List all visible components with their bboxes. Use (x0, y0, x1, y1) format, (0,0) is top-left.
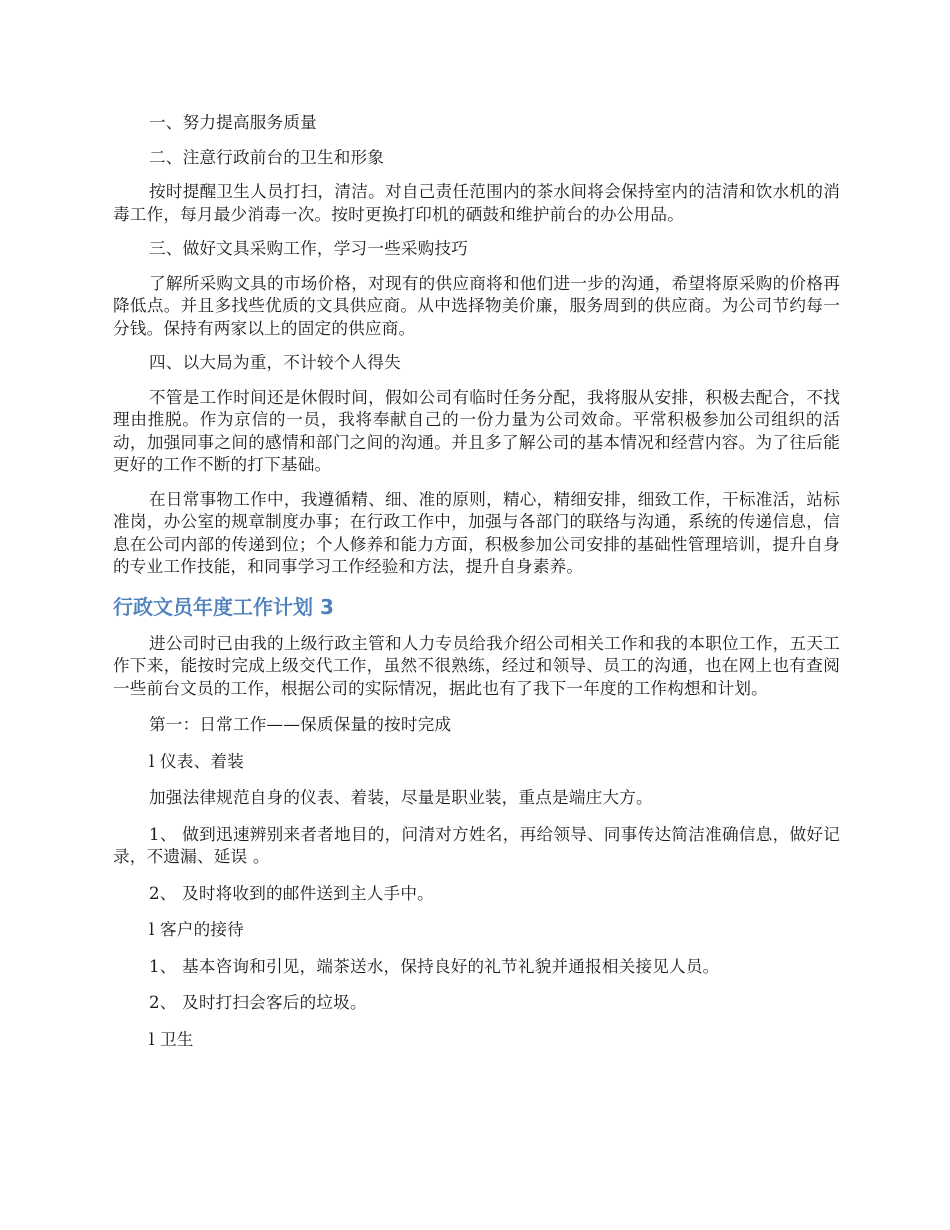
document-body (113, 112, 840, 1065)
paragraph: 二、注意行政前台的卫生和形象 (149, 147, 385, 167)
list-item: 1、 基本咨询和引见，端茶送水，保持良好的礼节礼貌并通报相关接见人员。 (149, 956, 720, 976)
paragraph: 三、做好文具采购工作，学习一些采购技巧 (149, 239, 469, 258)
paragraph: 一、努力提高服务质量 (149, 113, 317, 132)
paragraph: 在日常事物工作中，我遵循精、细、准的原则，精心，精细安排，细致工作，干标准活，站标准岗，办公室的规章制度办事；在行政工作中，加强与各部门的联络与沟通，系统的传递信息，信息在公司内部的传递到位；个人修养和能力方面，积极参加公司安排的基础性管理培训，提升自身的专业工作技能，和同事学习工作经验和方法，提升自身素养。 (113, 489, 840, 576)
paragraph: 按时提醒卫生人员打扫，清洁。对自己责任范围内的茶水间将会保持室内的洁清和饮水机的消毒工作，每月最少消毒一次。按时更换打印机的硒鼓和维护前台的办公用品。 (113, 182, 840, 224)
list-item: 2、 及时打扫会客后的垃圾。 (149, 993, 367, 1012)
paragraph: 进公司时已由我的上级行政主管和人力专员给我介绍公司相关工作和我的本职位工作，五天工作下来，能按时完成上级交代工作，虽然不很熟练，经过和领导、员工的沟通，也在网上也有查阅一些前台文员的工作，根据公司的实际情况，据此也有了我下一年度的工作构想和计划。 (113, 633, 840, 698)
bullet-heading: l 仪表、着装 (149, 751, 244, 771)
bullet-heading: l 客户的接待 (149, 920, 244, 939)
list-item: 2、 及时将收到的邮件送到主人手中。 (149, 883, 434, 903)
list-item: 1、 做到迅速辨别来者者地目的，问清对方姓名，再给领导、同事传达简洁准确信息，做好记录，不遗漏、延误 。 (113, 824, 840, 866)
paragraph: 了解所采购文具的市场价格，对现有的供应商将和他们进一步的沟通，希望将原采购的价格再降低点。并且多找些优质的文具供应商。从中选择物美价廉，服务周到的供应商。为公司节约每一分钱。保持有两家以上的固定的供应商。 (113, 273, 840, 338)
paragraph: 不管是工作时间还是休假时间，假如公司有临时任务分配，我将服从安排，积极去配合，不找理由推脱。作为京信的一员，我将奉献自己的一份力量为公司效命。平常积极参加公司组织的活动，加强同事之间的感情和部门之间的沟通。并且多了解公司的基本情况和经营内容。为了往后能更好的工作不断的打下基础。 (113, 387, 840, 474)
bullet-heading: l 卫生 (149, 1029, 194, 1049)
section-heading: 行政文员年度工作计划 3 (113, 594, 334, 619)
paragraph: 四、以大局为重，不计较个人得失 (149, 353, 401, 372)
paragraph: 第一：日常工作——保质保量的按时完成 (149, 715, 452, 734)
paragraph: 加强法律规范自身的仪表、着装，尽量是职业装，重点是端庄大方。 (149, 788, 653, 807)
